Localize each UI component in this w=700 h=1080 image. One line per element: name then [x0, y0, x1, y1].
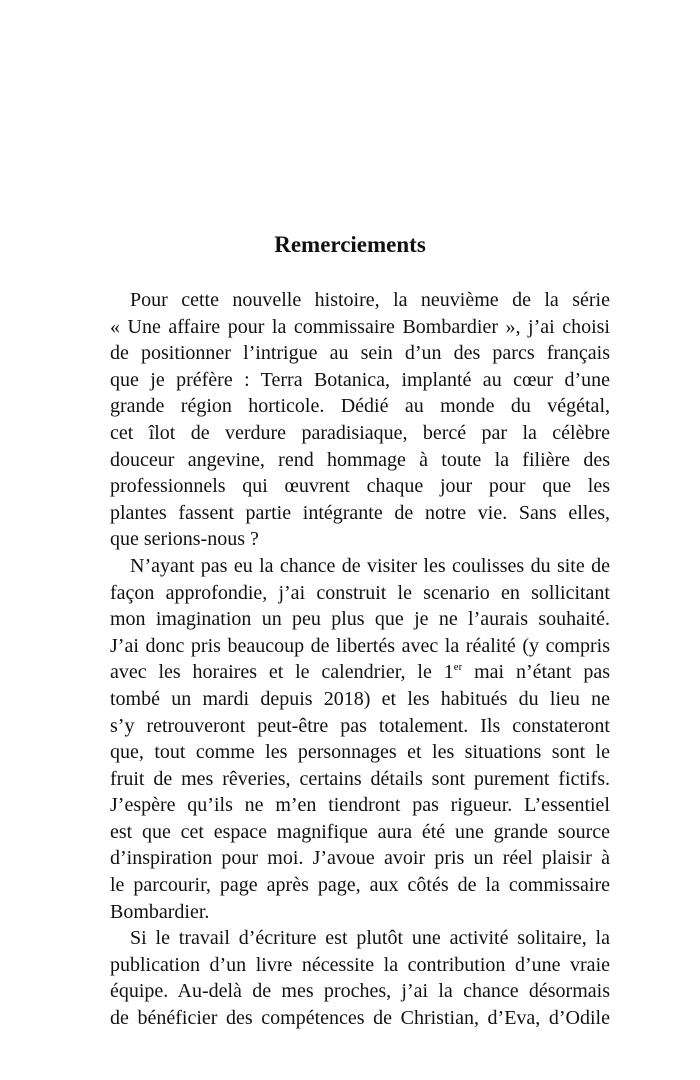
- text-line: Pour cette nouvelle histoire, la neuvième de la série: [130, 289, 610, 311]
- text-line: publication d’un livre nécessite la contribution d’une vraie: [110, 953, 610, 976]
- text-line: cet îlot de verdure paradisiaque, bercé par la célèbre: [110, 421, 610, 444]
- text-line: grande région horticole. Dédié au monde du végétal,: [110, 395, 610, 418]
- text-line: Bombardier.: [110, 900, 210, 923]
- text-fragment: avec les horaires et le calendrier, le 1: [110, 661, 454, 684]
- text-line: équipe. Au-delà de mes proches, j’ai la chance désormais: [110, 980, 610, 1003]
- page-title: Remerciements: [274, 232, 426, 258]
- text-line: que, tout comme les personnages et les situations sont le: [110, 741, 610, 764]
- text-fragment: mai n’étant pas: [462, 661, 610, 684]
- text-line: J’espère qu’ils ne m’en tiendront pas rigueur. L’essentiel: [110, 794, 610, 817]
- text-line: d’inspiration pour moi. J’avoue avoir pris un réel plaisir à: [110, 847, 610, 870]
- text-line: s’y retrouveront peut-être pas totalement. Ils constateront: [110, 714, 610, 737]
- text-line: tombé un mardi depuis 2018) et les habitués du lieu ne: [110, 687, 610, 710]
- text-line: que je préfère : Terra Botanica, implanté au cœur d’une: [110, 368, 610, 391]
- text-line: Si le travail d’écriture est plutôt une activité solitaire, la: [130, 927, 610, 950]
- text-line: douceur angevine, rend hommage à toute la filière des: [110, 448, 610, 471]
- text-line: professionnels qui œuvrent chaque jour pour que les: [110, 475, 610, 498]
- superscript: er: [453, 661, 463, 674]
- text-line: fruit de mes rêveries, certains détails sont purement fictifs.: [110, 767, 610, 790]
- paragraph: [110, 925, 610, 1031]
- text-line: mon imagination un peu plus que je ne l’aurais souhaité.: [110, 608, 610, 631]
- text-line: façon approfondie, j’ai construit le scenario en sollicitant: [110, 581, 610, 604]
- text-line: de positionner l’intrigue au sein d’un des parcs français: [110, 342, 610, 365]
- text-line: le parcourir, page après page, aux côtés de la commissaire: [110, 874, 610, 897]
- text-line: J’ai donc pris beaucoup de libertés avec la réalité (y compris: [110, 634, 610, 657]
- paragraph: [110, 553, 610, 925]
- text-line: N’ayant pas eu la chance de visiter les coulisses du site de: [130, 554, 610, 577]
- body-text: [110, 287, 610, 1032]
- text-line: « Une affaire pour la commissaire Bombardier », j’ai choisi: [110, 315, 610, 338]
- text-line: plantes fassent partie intégrante de notre vie. Sans elles,: [110, 501, 610, 524]
- text-line: est que cet espace magnifique aura été une grande source: [110, 820, 610, 843]
- text-line: que serions-nous ?: [110, 528, 259, 551]
- paragraph: [110, 287, 610, 553]
- text-line: de bénéficier des compétences de Christian, d’Eva, d’Odile: [110, 1007, 610, 1030]
- text-line: [110, 659, 610, 686]
